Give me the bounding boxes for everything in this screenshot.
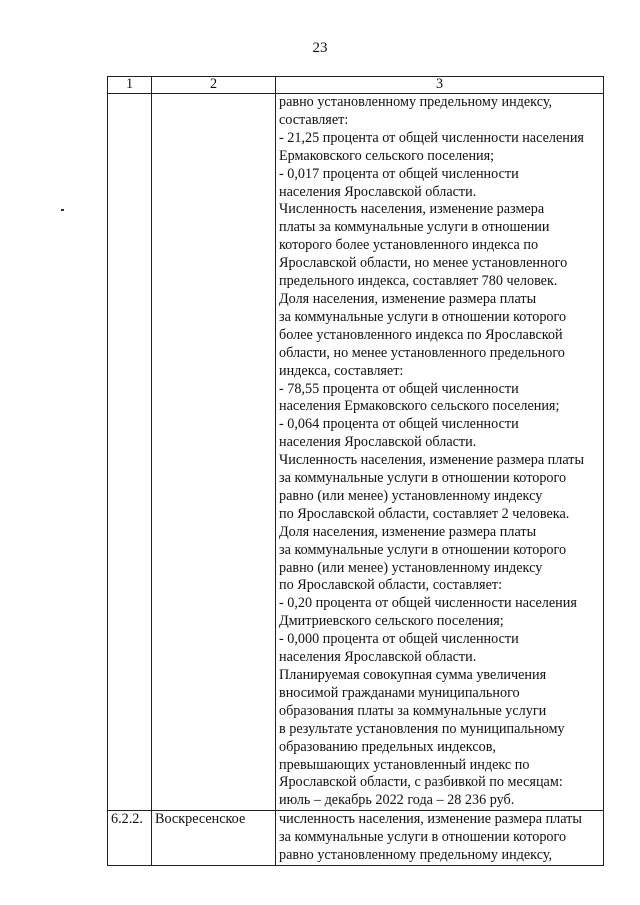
stray-mark	[61, 209, 64, 211]
text-line: вносимой гражданами муниципального	[279, 684, 520, 701]
text-line: равно (или менее) установленному индексу	[279, 559, 543, 576]
text-line: предельного индекса, составляет 780 человек.	[279, 273, 558, 290]
text-line: - 21,25 процента от общей численности населения	[279, 129, 584, 146]
text-line: Доля населения, изменение размера платы	[279, 523, 537, 540]
row-number-cell	[108, 94, 152, 811]
text-line: за коммунальные услуги в отношении которого	[279, 829, 567, 846]
text-line: составляет:	[279, 111, 349, 128]
text-line: Численность населения, изменение размера платы	[279, 452, 585, 469]
row-text-cell	[276, 94, 604, 811]
table-header-row	[108, 77, 604, 94]
text-line: которого более установленного индекса по	[279, 237, 539, 254]
row-name-cell: Воскресенское	[152, 811, 276, 866]
header-cell-2: 2	[152, 77, 276, 94]
text-line: июль – декабрь 2022 года – 28 236 руб.	[279, 792, 515, 809]
text-line: образованию предельных индексов,	[279, 738, 496, 755]
text-line: более установленного индекса по Ярославской	[279, 326, 563, 343]
text-line: за коммунальные услуги в отношении которого	[279, 308, 567, 325]
text-line: населения Ярославской области.	[279, 434, 477, 451]
text-line: по Ярославской области, составляет 2 человека.	[279, 505, 570, 522]
header-cell-1: 1	[108, 77, 152, 94]
text-line: Дмитриевского сельского поселения;	[279, 613, 504, 630]
row-text-cell	[276, 811, 604, 866]
text-line: населения Ермаковского сельского поселения;	[279, 398, 560, 415]
text-line: равно установленному предельному индексу,	[279, 94, 553, 110]
text-line: Ярославской области, с разбивкой по месяцам:	[279, 774, 563, 791]
text-line: - 0,017 процента от общей численности	[279, 165, 519, 182]
text-line: равно (или менее) установленному индексу	[279, 487, 543, 504]
page-number: 23	[312, 40, 328, 56]
text-line: индекса, составляет:	[279, 362, 404, 379]
text-line: образования платы за коммунальные услуги	[279, 702, 547, 719]
document-table	[107, 76, 604, 866]
text-line: по Ярославской области, составляет:	[279, 577, 503, 594]
text-line: Численность населения, изменение размера	[279, 201, 545, 218]
text-line: области, но менее установленного предельного	[279, 344, 565, 361]
text-line: за коммунальные услуги в отношении которого	[279, 541, 567, 558]
text-line: платы за коммунальные услуги в отношении	[279, 219, 550, 236]
text-line: - 0,20 процента от общей численности населения	[279, 595, 577, 612]
text-line: в результате установления по муниципальному	[279, 720, 565, 737]
text-line: численность населения, изменение размера платы	[279, 811, 582, 828]
text-line: Планируемая совокупная сумма увеличения	[279, 667, 547, 683]
row-number-cell: 6.2.2.	[108, 811, 152, 866]
text-line: Ермаковского сельского поселения;	[279, 147, 495, 164]
text-line: населения Ярославской области.	[279, 649, 477, 666]
text-line: - 0,000 процента от общей численности	[279, 631, 519, 648]
text-line: Доля населения, изменение размера платы	[279, 290, 537, 307]
text-line: за коммунальные услуги в отношении которого	[279, 470, 567, 487]
text-line: равно установленному предельному индексу,	[279, 847, 553, 864]
text-line: - 78,55 процента от общей численности	[279, 380, 519, 397]
header-cell-3: 3	[276, 77, 604, 94]
text-line: населения Ярославской области.	[279, 183, 477, 200]
table-row	[108, 94, 604, 811]
text-line: превышающих установленный индекс по	[279, 756, 530, 773]
table-row	[108, 811, 604, 866]
text-line: Ярославской области, но менее установленного	[279, 255, 568, 272]
row-name-cell	[152, 94, 276, 811]
text-line: - 0,064 процента от общей численности	[279, 416, 519, 433]
